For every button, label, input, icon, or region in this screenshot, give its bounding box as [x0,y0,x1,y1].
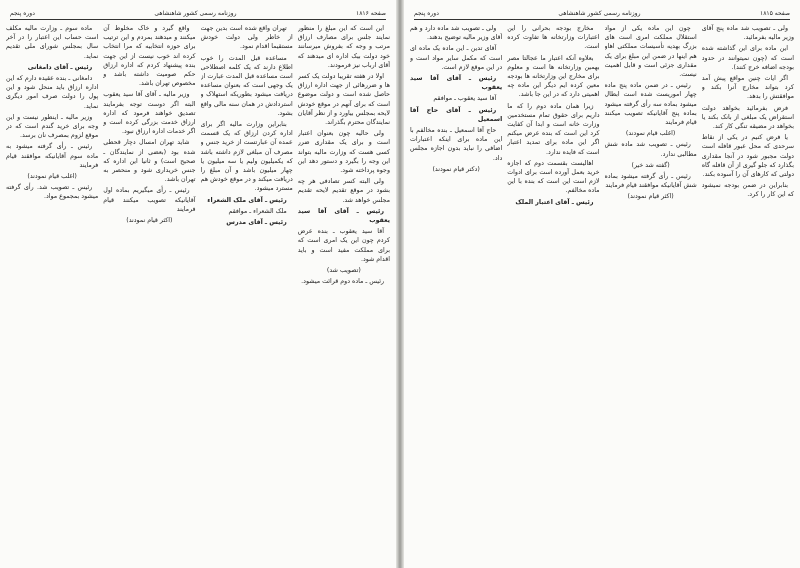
speaker-line: رئیس ـ آقای مدرس [226,219,287,227]
paragraph: وزیر مالیه ـ آقای آقا سید یعقوب البته اگر دوست توجه بفرمایند تصدیق خواهند فرمود که اداره ارزاق خدمت بزرگی کرده است و اگر خدمات اداره ارزاق نبود. [103,91,196,136]
vote-note: (اغلب قیام نمودند) [625,130,676,138]
column [298,24,390,564]
paragraph: رئیس ـ تصویب شد. رأی گرفته میشود بمجموع مواد. [6,184,99,201]
page-header [414,8,790,18]
speaker-line: رئیس ـ آقای اعتبار الملک [515,198,594,206]
page-gutter [396,0,404,568]
period-label: دوره پنجم [414,9,439,17]
paragraph: رئیس ـ ماده دوم قرائت میشود. [301,278,384,286]
speaker-line: رئیس ـ آقای آقا سید یعقوب [297,207,390,225]
page-header [10,8,386,18]
paragraph: رئیس ـ در ضمن ماده پنج ماده چهار اموریست شده است ابطال میشود بماده سه رأی گرفته میشود بماده پنج آقایانیکه تصویب میکنند قیام فرمایند [604,82,697,127]
vote-note: (تصویب شد) [326,267,361,275]
paragraph: ماده سوم ـ وزارت مالیه مکلف است حساب این اعتبار را در آخر سال بمجلس شورای ملی تقدیم نماید. [6,25,99,60]
left-page [0,0,396,568]
paragraph: حاج آقا اسمعیل ـ بنده مخالفم با این ماده برای اینکه اعتبارات اضافی را نباید بدون اجازه مجلس داد. [410,127,503,162]
paragraph: مخارج بودجه بحرانی را این اعتبارات وزارتخانه ها تفاوت کرده است. [507,25,600,51]
text-columns [410,24,794,564]
vote-note: (اکثر قیام نمودند) [627,193,674,201]
paragraph: رئیس ـ رأی گرفته میشود بماده شش آقایانیکه موافقند قیام فرمایند [604,173,697,190]
right-page [404,0,800,568]
paragraph: ملک الشعراء ـ موافقم [228,207,287,215]
vote-note: (اغلب قیام نمودند) [27,173,77,181]
paragraph: زیرا همان ماده دوم را که ما داریم برای حقوق تمام مستخدمین وزارت خانه است و ابدا آن کفایت کرد این است که بنده عرض میکنم اگر این ماده برای تمدید اعتبار است که فایده ندارد. [507,102,600,156]
newspaper-title: روزنامه رسمی کشور شاهنشاهی [154,9,237,17]
speaker-line: رئیس ـ آقای حاج آقا اسمعیل [410,106,503,123]
speaker-line: رئیس ـ آقای دامغانی [27,63,93,71]
paragraph: آقا سید یعقوب ـ بنده عرض کردم چون این یک امری است که برای مملکت مفید است و باید اقدام شود. [297,228,390,263]
paragraph: ولی ـ تصویب شد ماده پنج آقای وزیر مالیه بفرمائید. [701,25,794,42]
speaker-line: رئیس ـ آقای ملک الشعراء [207,196,287,204]
vote-note: (اکثر قیام نمودند) [126,217,173,225]
paragraph: اگر ایات چنین مواقع پیش آمد کرد بتواند مخارج آنرا بکند و موافقتش را بدهد. [701,75,794,101]
paragraph: آقای تدین ـ این ماده یک ماده ای است که مکمل سایر مواد است و در این موقع لازم است. [410,45,503,71]
paragraph: بنابراین در ضمن بودجه نمیشود که این کار را کرد. [701,182,794,199]
speaker-line: رئیس ـ آقای آقا سید یعقوب [410,75,503,92]
paragraph: رئیس ـ تصویب شد ماده شش مطالبی ندارد. [604,141,697,158]
column [201,24,293,564]
column [410,24,502,564]
paragraph: وزیر مالیه ـ اینطور نیست و این وجه برای خرید گندم است که در موقع لزوم بمصرف نان برسد. [6,113,99,140]
paragraph: بنابراین وزارت مالیه اگر برای اداره کردن ارزاق که یک قسمت عمده آن عبارتست از خرید جنس و مصرف آن مبلغی لازم داشته باشد که یکمیلیون ولیم یا سه میلیون یا چهار میلیون باشد و آن مبلغ را دریافت میکند و در موقع خودش هم مسترد میشود. [200,121,293,193]
paragraph: دامغانی ـ بنده عقیده دارم که این اداره ارزاق باید منحل شود و این پول را دولت صرف امور دیگری نماید. [6,75,99,110]
paragraph: چون این ماده یکی از مواد استقلال مملکت امری است های بزرگ بهدیه تأسیسات مملکتی اهاو هم اینها در ضمن این مبلغ برای یک مقداری جزئی است و قابل اهمیت نیست. [604,25,697,79]
column [605,24,697,564]
paragraph: رئیس ـ رأی میگیریم بماده اول آقایانیکه تصویب میکنند قیام فرمایند [103,187,196,213]
header-divider [10,19,386,20]
paragraph: این است که این مبلغ را منظور نمایند جلس برای مصارف ارزاق مرتب و وجه که بفروش میرسانند خود دولت بیک اداره ای میدهند که آقای ارباب نیز فرمودند. [297,25,390,69]
text-columns [6,24,390,564]
paragraph: آقا سید یعقوب ـ موافقم [433,95,497,103]
newspaper-title: روزنامه رسمی کشور شاهنشاهی [558,9,641,17]
column [6,24,98,564]
paragraph: شاید تهران امسال دچار قحطی شده بود (بعضی از نمایندگان ـ صحیح است) و ثانیا این اداره که جنس خریداری شود و منحصر به تهران باشد. [103,139,196,184]
paragraph: ولی ـ تصویب شد ماده دارد و هم آقای وزیر مالیه توضیح بدهند. [410,25,503,42]
period-label: دوره پنجم [10,9,35,17]
paragraph: رئیس ـ رأی گرفته میشود به ماده سوم آقایانیکه موافقند قیام فرمایند [6,143,99,169]
paragraph: واقع گیرد و خاک مخلوط آن میکنند و میدهند بمردم و این ترتیب برای حوزه انتخابیه که مرا انتخاب کرده اند خوب نیست از این جهت بنده پیشنهاد کردم که اداره ارزاق حکم صومیت داشته باشد و مخصوص تهران باشد. [103,25,196,88]
paragraph: تهران واقع شده است بدین جهت از خاطر ولی دولت خودش مستقیما اقدام نمود. [200,25,293,51]
paragraph: این ماده برای این گذاشته شده است که (چون نمیتوانند در حدود بودجه اضافه خرج کنند). [701,45,794,71]
paragraph: یا فرض کنیم در یکی از نقاط سرحدی که محل عبور قافله است دولت مجبور شود در آنجا مقداری بگذارد که جلو گیری از آن قافله گاه دولتی که کارهای آن را آسوده بکند. [701,134,794,179]
column [103,24,195,564]
vote-note: (دکتر قیام نمودند) [432,165,480,173]
paragraph: اولا در هفته تقریبا دولت یک کسر ها و ضررهائی از جهت اداره ارزاق حاصل شده است و دولت موضوع است که برای آنهم در موقع خودش لایحه بمجلس بیاورد و از نظر آقایان نمایندگان محترم بگذراند. [297,73,390,127]
page-number: صفحه ۱۸۱۶ [355,9,386,17]
paragraph: مساعده قبل المدت را خوب اطلاع دارند که یک کلمه اصطلاحی است مساعده قبل المدت عبارت از یک وجهی است که بعنوان مساعده دریافت میشود بطوریکه استهلاک و استردادش در همان سنه مالی واقع بشود. [200,54,293,117]
header-divider [414,19,790,20]
paragraph: ولی البته کسر تصادفی هر چه بشود در موقع تقدیم لایحه تقدیم مجلس خواهد شد. [297,178,390,204]
vote-note: (گفته شد خیر) [631,161,670,169]
paragraph: بعلاوه آنکه اعتبار ما عجالتا مصر بهمین وزارتخانه ها است و معلوم برای مخارج این وزارتخانه ها بودجه معین کرده ایم دیگر این ماده چه اهمیتی دارد که در این جا باشد. [507,54,600,99]
paragraph: فرض بفرمائید بخواهد دولت استقراض یک مبلغی از بانک بکند یا بخواهد در مضیقه تنگی کار کند. [701,104,794,131]
page-number: صفحه ۱۸۱۵ [759,9,790,17]
column [702,24,794,564]
column [507,24,599,564]
paragraph: اهالیست بقسمت دوم که اجازه خرید بعمل آورده است برای ادوات لازم است این است که بنده با این ماده مخالفم. [507,159,600,195]
paragraph: ولی حالیه چون بعنوان اعتبار است و برای یک مقداری ضرر کسی هست که وزارت مالیه بتواند این وجه را بگیرد و دستور دهد این وجوه پرداخته شود. [297,130,390,175]
